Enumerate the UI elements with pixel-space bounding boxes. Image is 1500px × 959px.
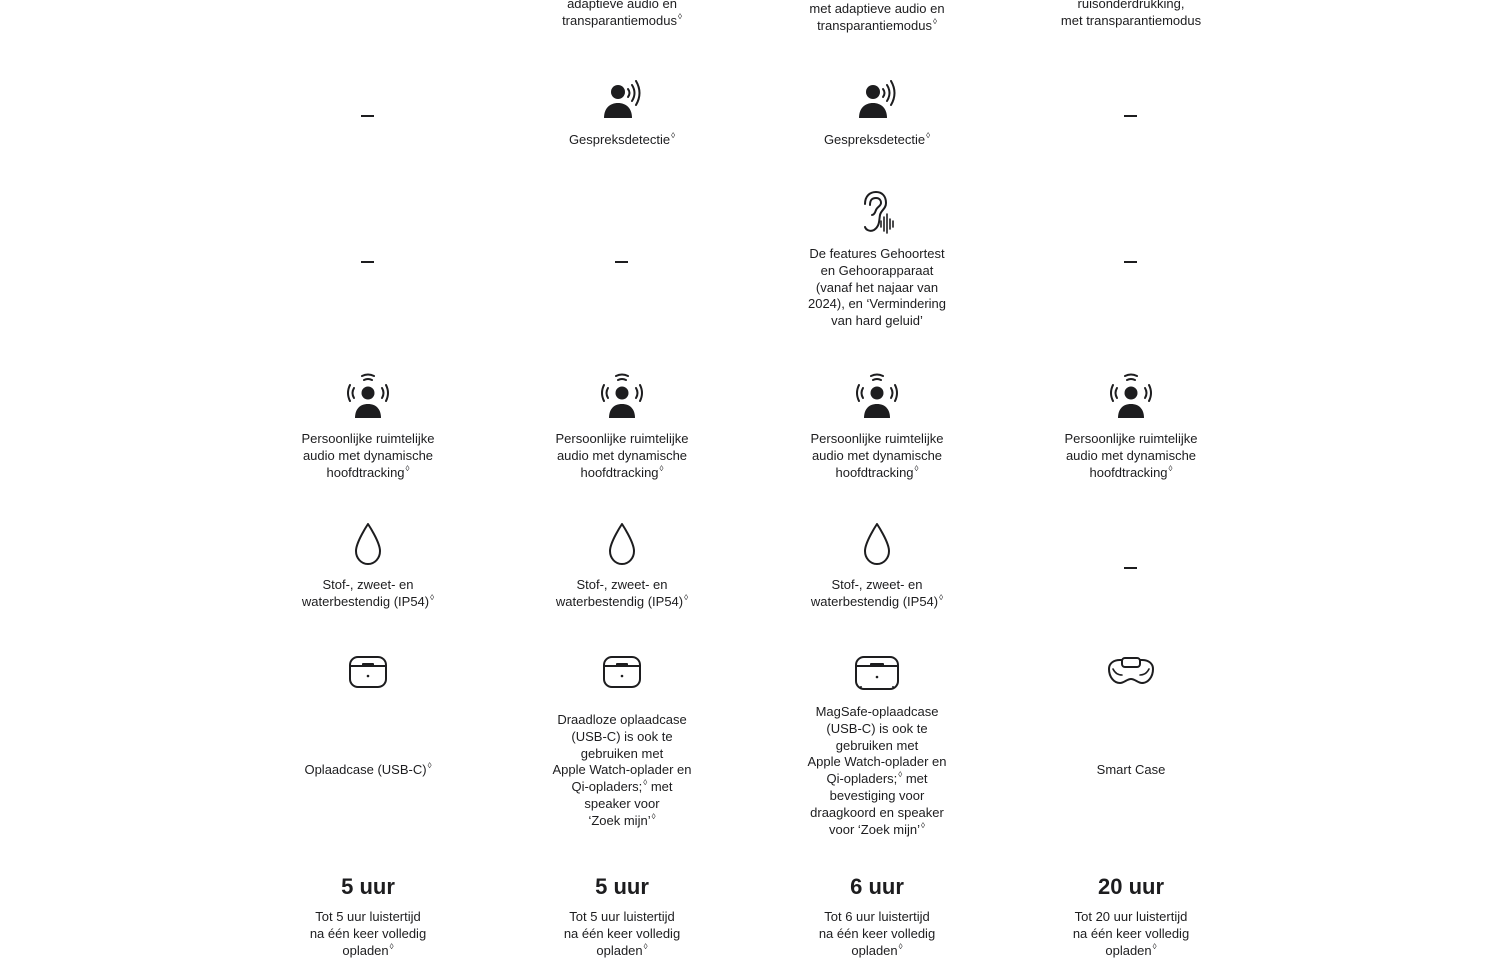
cell-water-resistance [248, 522, 488, 611]
charging-case-icon [602, 655, 642, 689]
cell-charging-case [248, 655, 488, 779]
feature-text: Stof-, zweet- en waterbestendig (IP54)◊ [301, 577, 435, 609]
footnote-mark: ◊ [389, 941, 394, 951]
footnote-mark: ◊ [651, 811, 656, 821]
footnote-mark: ◊ [671, 131, 676, 140]
smart-case-icon [1106, 655, 1156, 687]
conversation-awareness-icon [601, 80, 643, 120]
footnote-mark: ◊ [427, 761, 432, 770]
footnote-mark: ◊ [659, 463, 664, 473]
cell-water-resistance [757, 522, 997, 611]
cell-spatial-audio [502, 373, 742, 481]
ear-hearing-icon [859, 190, 895, 234]
feature-text: MagSafe-oplaadcase (USB-C) is ook te gebruiken met Apple Watch-oplader en Qi-opladers;◊ met bevestiging voor draagkoord en speaker voor ‘Zoek mijn’◊ [807, 704, 947, 837]
conversation-awareness-icon [856, 80, 898, 120]
not-available-dash [1124, 115, 1137, 117]
cell-noise-control [1011, 0, 1251, 30]
footnote-mark: ◊ [684, 592, 689, 602]
not-available-dash [615, 261, 628, 263]
footnote-mark: ◊ [939, 592, 944, 602]
water-drop-icon [353, 522, 383, 566]
spatial-audio-icon [600, 373, 644, 421]
feature-text: Smart Case [1096, 762, 1166, 777]
cell-conversation-awareness [757, 80, 997, 149]
not-available-dash [1124, 567, 1137, 569]
feature-text: Tot 5 uur luistertijd na één keer volledig opladen◊ [309, 909, 427, 958]
feature-text: De features Gehoortest en Gehoorapparaat (vanaf het najaar van 2024), en ‘Vermindering van hard geluid’ [807, 246, 947, 329]
footnote-mark: ◊ [405, 463, 410, 473]
footnote-mark: ◊ [1168, 463, 1173, 473]
footnote-mark: ◊ [898, 941, 903, 951]
cell-noise-control [757, 0, 997, 34]
footnote-mark: ◊ [914, 463, 919, 473]
cell-charging-case [757, 655, 997, 838]
footnote-mark: ◊ [430, 592, 435, 602]
cell-spatial-audio [248, 373, 488, 481]
feature-text: Persoonlijke ruimtelijke audio met dynamische hoofdtracking◊ [1064, 431, 1198, 480]
feature-text: Oplaadcase (USB-C)◊ [304, 761, 432, 777]
cell-conversation-awareness [502, 80, 742, 149]
feature-text: Persoonlijke ruimtelijke audio met dynamische hoofdtracking◊ [301, 431, 435, 480]
feature-text: Gespreksdetectie◊ [568, 131, 676, 147]
feature-text: Stof-, zweet- en waterbestendig (IP54)◊ [555, 577, 689, 609]
feature-text: adaptieve audio en transparantiemodus◊ [562, 0, 682, 28]
battery-headline: 20 uur [1097, 874, 1165, 899]
battery-headline: 5 uur [341, 874, 395, 899]
feature-text: Persoonlijke ruimtelijke audio met dynamische hoofdtracking◊ [555, 431, 689, 480]
cell-battery-life [757, 874, 997, 959]
cell-battery-life [502, 874, 742, 959]
feature-text: Tot 20 uur luistertijd na één keer volledig opladen◊ [1072, 909, 1190, 958]
feature-text: met adaptieve audio en transparantiemodus◊ [809, 0, 945, 33]
spatial-audio-icon [1109, 373, 1153, 421]
footnote-mark: ◊ [926, 131, 931, 140]
footnote-mark: ◊ [932, 16, 937, 26]
cell-battery-life [248, 874, 488, 959]
charging-case-icon [348, 655, 388, 689]
cell-battery-life [1011, 874, 1251, 959]
cell-water-resistance [502, 522, 742, 611]
cell-noise-control [502, 0, 742, 30]
battery-headline: 6 uur [850, 874, 904, 899]
not-available-dash [361, 261, 374, 263]
cell-charging-case [502, 655, 742, 830]
feature-text: Tot 6 uur luistertijd na één keer volledig opladen◊ [818, 909, 936, 958]
footnote-mark: ◊ [898, 770, 903, 780]
feature-text: Stof-, zweet- en waterbestendig (IP54)◊ [810, 577, 944, 609]
footnote-mark: ◊ [1152, 941, 1157, 951]
cell-charging-case [1011, 655, 1251, 779]
charging-case-icon [854, 655, 900, 691]
footnote-mark: ◊ [643, 778, 648, 788]
water-drop-icon [862, 522, 892, 566]
water-drop-icon [607, 522, 637, 566]
cell-spatial-audio [1011, 373, 1251, 481]
feature-text: Persoonlijke ruimtelijke audio met dynamische hoofdtracking◊ [810, 431, 944, 480]
spatial-audio-icon [855, 373, 899, 421]
not-available-dash [1124, 261, 1137, 263]
cell-spatial-audio [757, 373, 997, 481]
feature-text: Tot 5 uur luistertijd na één keer volledig opladen◊ [563, 909, 681, 958]
spatial-audio-icon [346, 373, 390, 421]
feature-text: ruisonderdrukking, met transparantiemodus [1060, 0, 1202, 28]
footnote-mark: ◊ [643, 941, 648, 951]
cell-hearing-health [757, 190, 997, 330]
feature-text: Gespreksdetectie◊ [823, 131, 931, 147]
not-available-dash [361, 115, 374, 117]
battery-headline: 5 uur [595, 874, 649, 899]
footnote-mark: ◊ [677, 11, 682, 21]
footnote-mark: ◊ [921, 820, 925, 830]
feature-text: Draadloze oplaadcase (USB-C) is ook te gebruiken met Apple Watch-oplader en Qi-opladers;◊ met speaker voor ‘Zoek mijn’◊ [552, 712, 692, 828]
